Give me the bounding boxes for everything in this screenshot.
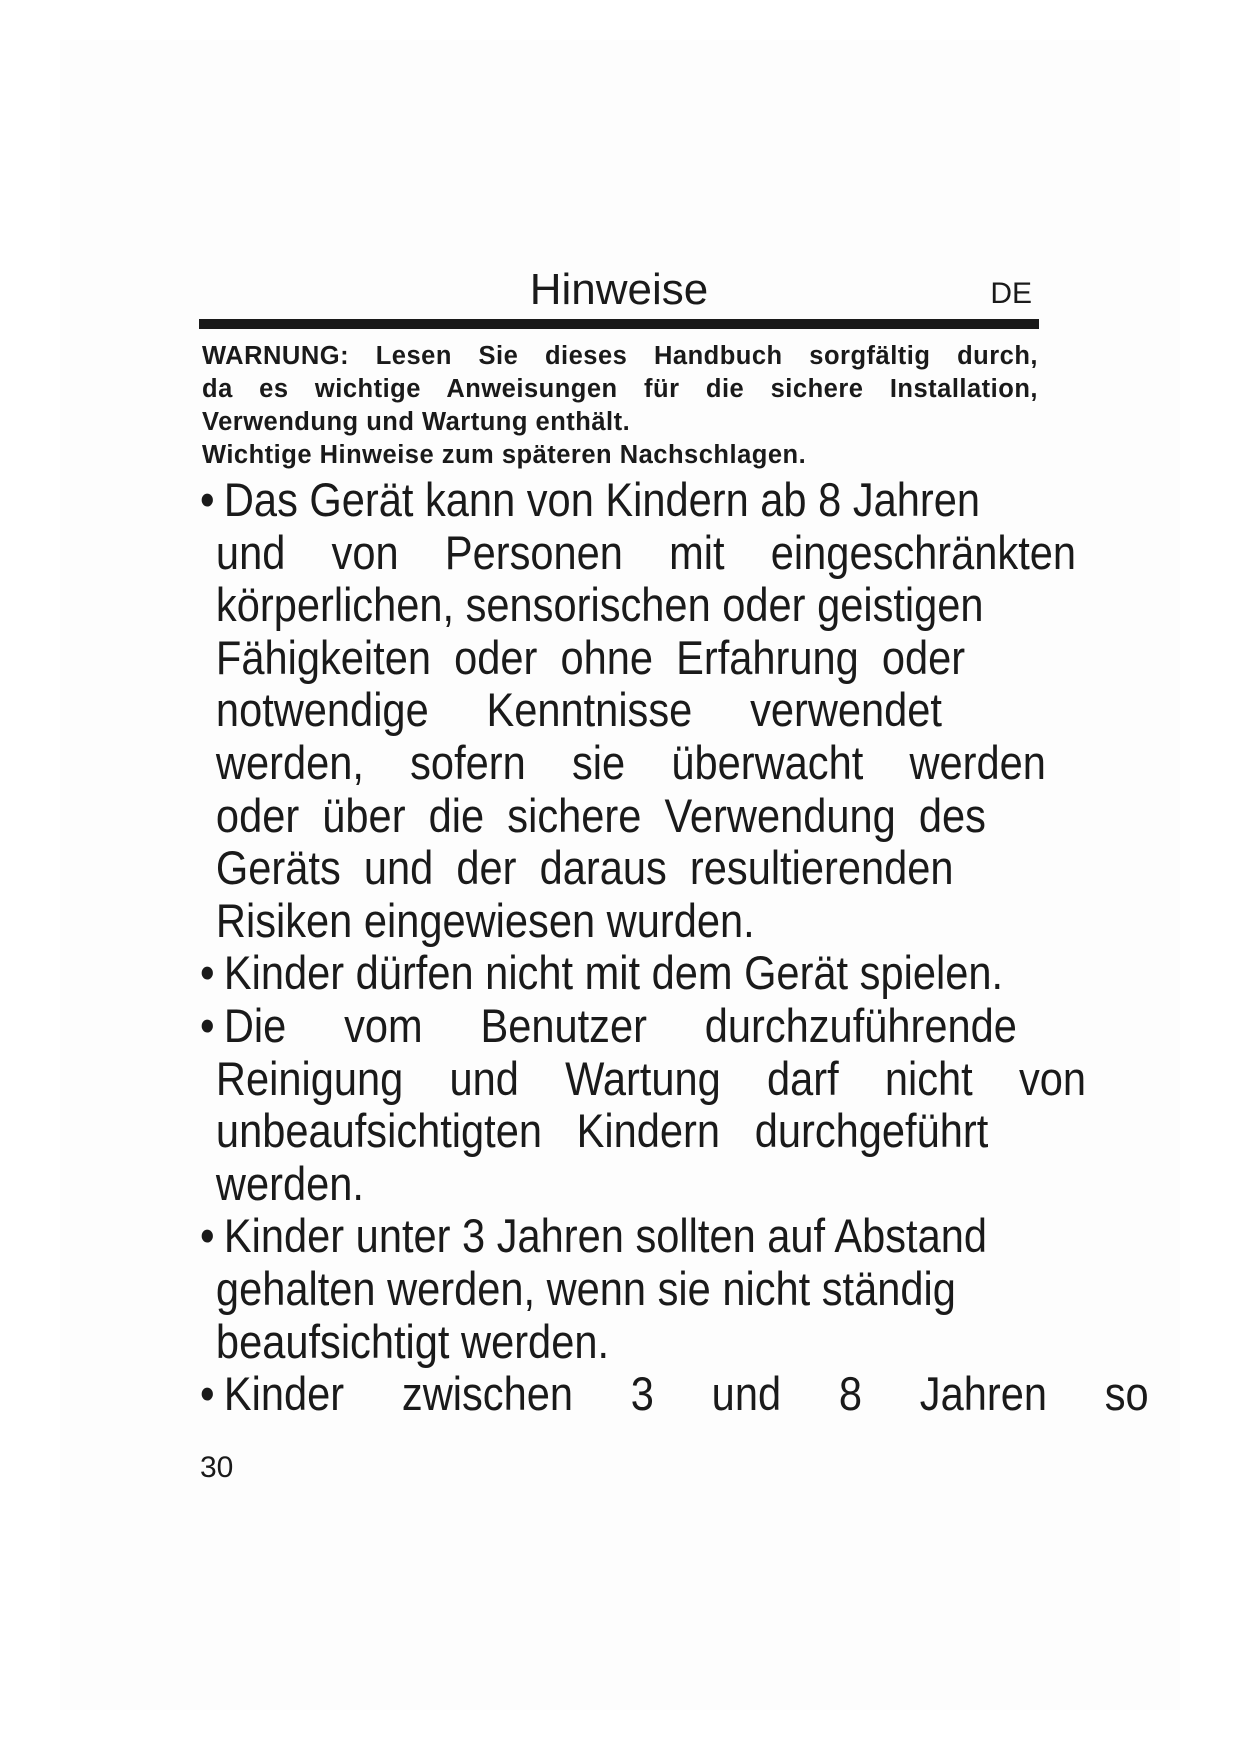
bullet-line bbox=[200, 1000, 1085, 1053]
safety-bullet-list bbox=[200, 473, 1149, 1421]
bullet-text: werden, sofern sie überwacht werden bbox=[215, 735, 1046, 789]
warning-block bbox=[202, 340, 1038, 472]
bullet-text: körperlichen, sensorischen oder geistigen bbox=[215, 578, 984, 632]
bullet-text: Fähigkeiten oder ohne Erfahrung oder bbox=[215, 630, 966, 684]
bullet-icon: • bbox=[200, 1209, 215, 1263]
bullet-text: Kinder dürfen nicht mit dem Gerät spielen. bbox=[223, 946, 1004, 1000]
bullet-line bbox=[200, 1053, 1085, 1106]
bullet-line bbox=[200, 632, 1085, 685]
bullet-line bbox=[200, 1263, 1085, 1316]
bullet-text: Das Gerät kann von Kindern ab 8 Jahren bbox=[223, 473, 981, 526]
bullet-line bbox=[200, 947, 1085, 1000]
header-rule bbox=[199, 319, 1039, 329]
bullet-line bbox=[200, 842, 1085, 895]
bullet-icon: • bbox=[200, 473, 215, 526]
bullet-line bbox=[200, 790, 1085, 843]
bullet-line bbox=[200, 1367, 1149, 1421]
warning-line: WARNUNG: Lesen Sie dieses Handbuch sorgfältig durch, bbox=[202, 342, 1038, 370]
bullet-line bbox=[200, 684, 1085, 737]
bullet-line bbox=[200, 737, 1085, 790]
bullet-icon: • bbox=[200, 998, 215, 1052]
language-code: DE bbox=[990, 277, 1032, 310]
page-number: 30 bbox=[200, 1451, 234, 1484]
bullet-line bbox=[200, 895, 1085, 948]
bullet-text: Risiken eingewiesen wurden. bbox=[215, 893, 755, 947]
bullet-icon: • bbox=[200, 1367, 215, 1421]
warning-line: Verwendung und Wartung enthält. bbox=[202, 408, 631, 436]
warning-line: da es wichtige Anweisungen für die sichere Installation, bbox=[202, 375, 1038, 403]
bullet-text: oder über die sichere Verwendung des bbox=[215, 788, 986, 842]
bullet-line bbox=[200, 579, 1085, 632]
bullet-text: beaufsichtigt werden. bbox=[215, 1314, 610, 1368]
bullet-text: notwendige Kenntnisse verwendet bbox=[215, 683, 942, 737]
bullet-text: Geräts und der daraus resultierenden bbox=[215, 841, 954, 895]
bullet-line bbox=[200, 474, 1085, 527]
bullet-text: unbeaufsichtigten Kindern durchgeführt bbox=[215, 1104, 989, 1158]
bullet-line bbox=[200, 1210, 1085, 1263]
bullet-line bbox=[200, 527, 1085, 580]
bullet-text: Kinder zwischen 3 und 8 Jahren so bbox=[223, 1367, 1149, 1421]
bullet-text: werden. bbox=[215, 1156, 364, 1210]
bullet-text: Kinder unter 3 Jahren sollten auf Abstand bbox=[223, 1209, 987, 1263]
bullet-text: Die vom Benutzer durchzuführende bbox=[223, 998, 1017, 1052]
bullet-text: Reinigung und Wartung darf nicht von bbox=[215, 1051, 1087, 1105]
bullet-icon: • bbox=[200, 946, 215, 1000]
bullet-text: und von Personen mit eingeschränkten bbox=[215, 525, 1077, 579]
bullet-text: gehalten werden, wenn sie nicht ständig bbox=[215, 1261, 956, 1315]
warning-line: Wichtige Hinweise zum späteren Nachschlagen. bbox=[202, 441, 807, 469]
bullet-line bbox=[200, 1158, 1085, 1211]
page-header bbox=[200, 262, 1038, 322]
bullet-line bbox=[200, 1316, 1085, 1369]
bullet-line bbox=[200, 1105, 1085, 1158]
page-title: Hinweise bbox=[529, 265, 709, 314]
